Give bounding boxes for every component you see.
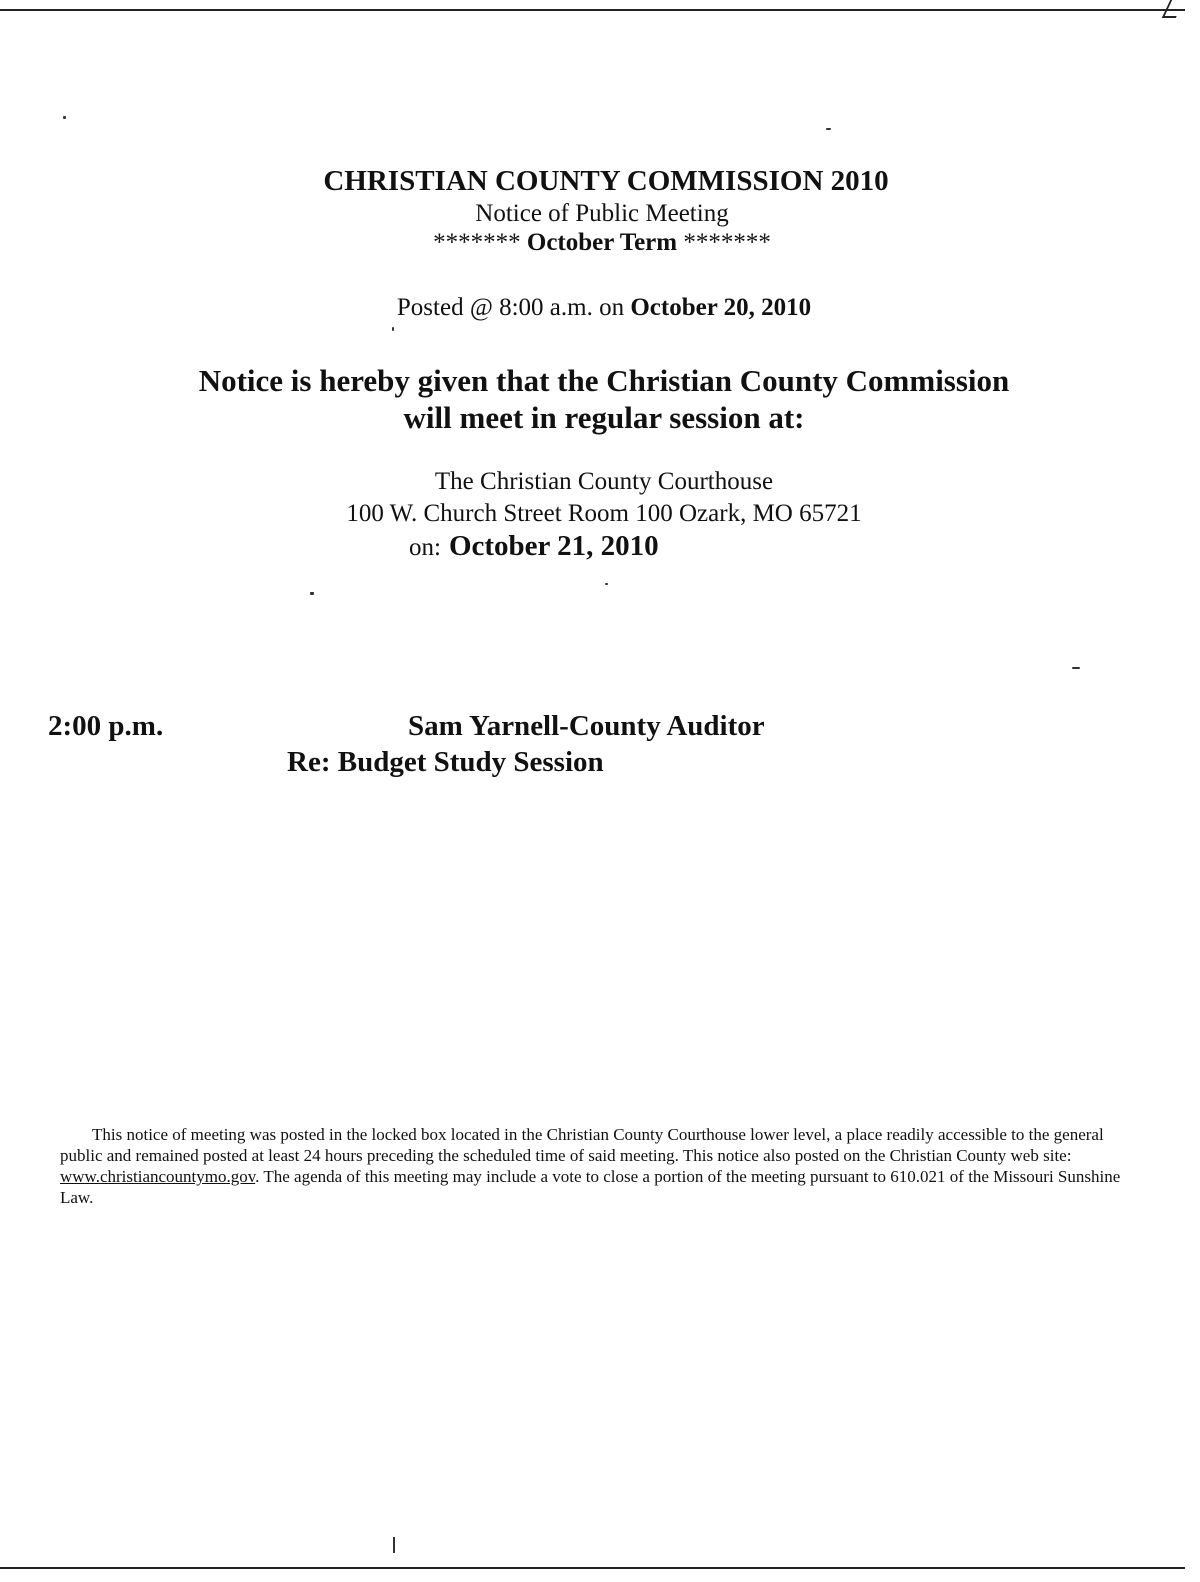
posted-prefix: Posted @ 8:00 a.m. on — [396, 294, 625, 321]
agenda-time: 2:00 p.m. — [48, 710, 164, 742]
footer-notice — [60, 1124, 1150, 1208]
scan-speck — [63, 116, 66, 119]
term-line — [2, 229, 1200, 257]
top-border-line — [0, 9, 1185, 11]
meeting-date: October 21, 2010 — [448, 530, 659, 562]
footer-paragraph — [60, 1124, 1150, 1208]
venue-name: The Christian County Courthouse — [434, 468, 774, 495]
agenda-topic: Re: Budget Study Session — [287, 746, 604, 778]
posted-line — [4, 294, 1200, 322]
scan-speck — [392, 327, 394, 331]
bottom-border-line — [0, 1567, 1185, 1569]
term-label: October Term — [526, 229, 678, 256]
scan-speck — [1072, 667, 1080, 669]
notice-heading-line-1: Notice is hereby given that the Christian County Commission — [198, 363, 1010, 398]
term-stars-right: ******* — [683, 229, 771, 256]
footer-text-part-1: This notice of meeting was posted in the locked box located in the Christian County Courthouse lower level, a place readily accessible to the general public and remained posted at least 24 hours preceding the scheduled time of said meeting. This notice also posted on the Christian County web site: — [60, 1125, 1104, 1165]
term-stars-left: ******* — [433, 229, 521, 256]
scan-speck — [826, 128, 831, 130]
scan-mark-bottom — [393, 1537, 395, 1553]
document-subtitle: Notice of Public Meeting — [475, 200, 729, 227]
website-link[interactable]: www.christiancountymo.gov — [60, 1167, 256, 1186]
meeting-date-line — [409, 530, 659, 563]
scan-speck — [310, 592, 314, 595]
notice-heading-line-2: will meet in regular session at: — [403, 400, 805, 435]
on-label: on: — [409, 534, 441, 561]
document-title: CHRISTIAN COUNTY COMMISSION 2010 — [323, 165, 889, 197]
scan-speck — [605, 583, 608, 585]
posted-date: October 20, 2010 — [630, 294, 812, 321]
footer-text-part-2: . The agenda of this meeting may include a vote to close a portion of the meeting pursuant to 610.021 of the Missouri Sunshine Law. — [60, 1167, 1121, 1207]
venue-address: 100 W. Church Street Room 100 Ozark, MO 65721 — [346, 500, 862, 527]
agenda-presenter: Sam Yarnell-County Auditor — [408, 710, 765, 742]
